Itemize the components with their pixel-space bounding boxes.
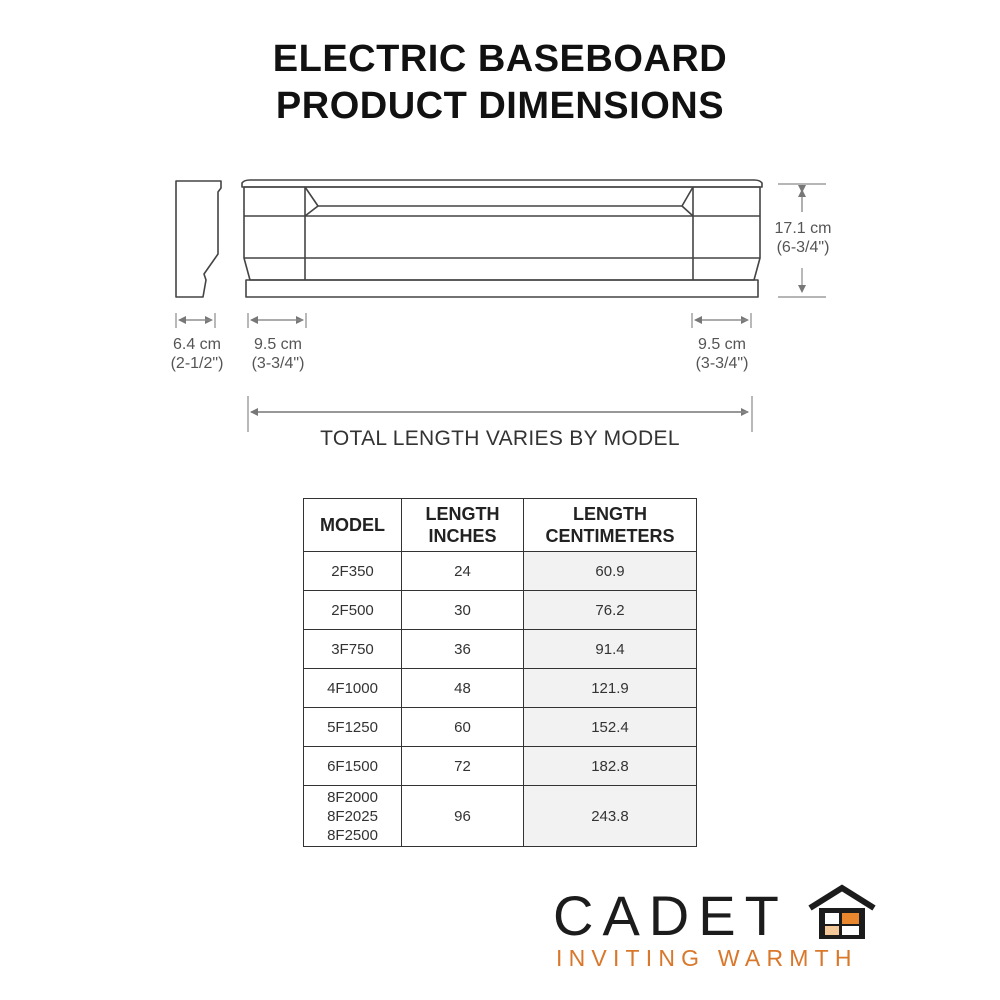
height-cm: 17.1 cm xyxy=(774,220,832,237)
cell-inches: 96 xyxy=(402,786,524,847)
logo-window-lit xyxy=(842,913,859,924)
right-end-dimension-label xyxy=(682,335,762,373)
cell-cm: 152.4 xyxy=(524,708,697,747)
cell-inches: 30 xyxy=(402,591,524,630)
depth-in: (2-1/2") xyxy=(170,355,224,372)
depth-dimension-label xyxy=(158,335,236,373)
table-row xyxy=(304,591,697,630)
table-row xyxy=(304,708,697,747)
house-logo-icon xyxy=(806,884,878,942)
left-end-dimension-label xyxy=(238,335,318,373)
header-inches-text: LENGTH INCHES xyxy=(425,504,500,546)
right-end-in: (3-3/4") xyxy=(695,355,749,372)
total-length-label: TOTAL LENGTH VARIES BY MODEL xyxy=(320,427,680,450)
side-profile xyxy=(176,181,221,297)
cell-cm: 243.8 xyxy=(524,786,697,847)
table-row xyxy=(304,630,697,669)
cell-inches: 72 xyxy=(402,747,524,786)
title-line-1: ELECTRIC BASEBOARD xyxy=(272,38,728,80)
right-end-cm: 9.5 cm xyxy=(697,336,746,353)
cell-cm: 121.9 xyxy=(524,669,697,708)
table-row xyxy=(304,669,697,708)
brand-name: CADET xyxy=(553,884,788,947)
cell-inches: 48 xyxy=(402,669,524,708)
cell-model: 2F350 xyxy=(304,552,402,591)
front-body xyxy=(244,187,760,280)
cell-inches: 36 xyxy=(402,630,524,669)
center-panel-top xyxy=(305,187,693,206)
title-line-2: PRODUCT DIMENSIONS xyxy=(275,85,725,127)
cell-model: 4F1000 xyxy=(304,669,402,708)
header-model xyxy=(304,499,402,552)
bottom-rail xyxy=(246,280,758,297)
cell-inches: 60 xyxy=(402,708,524,747)
header-length-inches xyxy=(402,499,524,552)
cell-model: 8F2000 8F2025 8F2500 xyxy=(304,786,402,847)
cell-model: 6F1500 xyxy=(304,747,402,786)
table-header-row xyxy=(304,499,697,552)
height-in: (6-3/4") xyxy=(776,239,830,256)
left-end-cm: 9.5 cm xyxy=(253,336,302,353)
brand-tagline: INVITING WARMTH xyxy=(556,945,858,971)
cell-cm: 182.8 xyxy=(524,747,697,786)
dimensions-table xyxy=(303,498,697,847)
cell-cm: 60.9 xyxy=(524,552,697,591)
cell-inches: 24 xyxy=(402,552,524,591)
cell-cm: 76.2 xyxy=(524,591,697,630)
cell-model: 2F500 xyxy=(304,591,402,630)
header-length-centimeters xyxy=(524,499,697,552)
header-cm-text: LENGTH CENTIMETERS xyxy=(545,504,675,546)
baseboard-diagram xyxy=(0,0,1000,470)
top-rail xyxy=(242,180,762,187)
cell-cm: 91.4 xyxy=(524,630,697,669)
table-row xyxy=(304,747,697,786)
depth-cm: 6.4 cm xyxy=(172,336,221,353)
header-model-text: MODEL xyxy=(320,515,385,535)
left-end-in: (3-3/4") xyxy=(251,355,305,372)
table-row xyxy=(304,552,697,591)
table-row xyxy=(304,786,697,847)
cell-model: 3F750 xyxy=(304,630,402,669)
cell-model: 5F1250 xyxy=(304,708,402,747)
height-dimension-label xyxy=(762,219,844,257)
